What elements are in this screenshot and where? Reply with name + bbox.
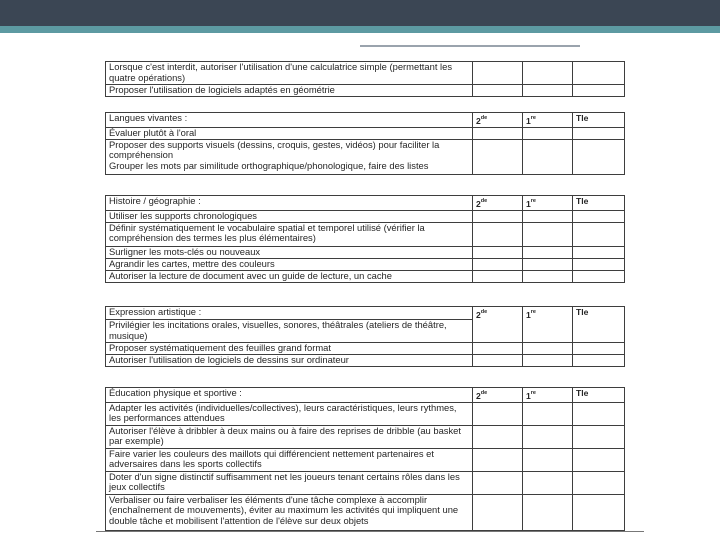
level-1re: 1re [523, 307, 573, 343]
section-title: Histoire / géographie : [106, 196, 473, 211]
section-title: Éducation physique et sportive : [106, 388, 473, 403]
slide-top-bar [0, 0, 720, 26]
table-row [106, 402, 625, 425]
table-header-row [106, 196, 625, 211]
table-expression-artistique [105, 306, 625, 367]
row-text: Autoriser l'élève à dribbler à deux mains ou à faire des reprises de dribble (au basket par exemple) [106, 425, 473, 448]
row-text: Lorsque c'est interdit, autoriser l'utilisation d'une calculatrice simple (permettant les quatre opérations) [106, 62, 473, 85]
row-text: Autoriser l'utilisation de logiciels de dessins sur ordinateur [106, 355, 473, 367]
table-row [106, 246, 625, 258]
level-2de: 2de [473, 388, 523, 403]
row-text: Proposer systématiquement des feuilles grand format [106, 343, 473, 355]
table-row [106, 448, 625, 471]
page-edge-line [96, 531, 644, 532]
row-text: Utiliser les supports chronologiques [106, 210, 473, 222]
table-row [106, 425, 625, 448]
section-title: Expression artistique : [106, 307, 473, 320]
table-header-row [106, 113, 625, 128]
table-row [106, 210, 625, 222]
row-text: Évaluer plutôt à l'oral [106, 127, 473, 139]
level-1re: 1re [523, 388, 573, 403]
row-text: Proposer l'utilisation de logiciels adaptés en géométrie [106, 85, 473, 97]
table-eps [105, 387, 625, 531]
row-text: Faire varier les couleurs des maillots qui différencient nettement partenaires et adversaires dans les sports collectifs [106, 448, 473, 471]
level-tle: Tle [573, 113, 625, 128]
section-title: Langues vivantes : [106, 113, 473, 128]
level-1re: 1re [523, 113, 573, 128]
level-1re: 1re [523, 196, 573, 211]
level-tle: Tle [573, 388, 625, 403]
table-row [106, 343, 625, 355]
table-header-row [106, 388, 625, 403]
level-tle: Tle [573, 196, 625, 211]
row-text: Adapter les activités (individuelles/collectives), leurs caractéristiques, leurs rythmes, les performances attendues [106, 402, 473, 425]
level-2de: 2de [473, 113, 523, 128]
table-row [106, 258, 625, 270]
slide-accent-line [360, 45, 580, 47]
slide-accent-bar [0, 26, 720, 33]
row-text: Verbaliser ou faire verbaliser les éléments d'une tâche complexe à accomplir (enchaînement de mouvements), éviter au maximum les activités qui impliquent une double tâche et mobilisent l'attention de l'élève sur deux objets [106, 494, 473, 530]
table-row [106, 471, 625, 494]
row-text: Agrandir les cartes, mettre des couleurs [106, 258, 473, 270]
table-row [106, 222, 625, 246]
table-row [106, 139, 625, 174]
level-2de: 2de [473, 307, 523, 343]
table-mathematiques [105, 61, 625, 97]
table-row [106, 270, 625, 282]
table-header-row [106, 307, 625, 320]
table-row [106, 494, 625, 530]
row-text: Surligner les mots-clés ou nouveaux [106, 246, 473, 258]
row-text: Doter d'un signe distinctif suffisamment net les joueurs tenant certains rôles dans les jeux collectifs [106, 471, 473, 494]
row-text: Autoriser la lecture de document avec un guide de lecture, un cache [106, 270, 473, 282]
row-text: Privilégier les incitations orales, visuelles, sonores, théâtrales (ateliers de théâtre, musique) [106, 320, 473, 343]
row-text: Définir systématiquement le vocabulaire spatial et temporel utilisé (vérifier la compréhension des termes les plus élémentaires) [106, 222, 473, 246]
table-histoire-geographie [105, 195, 625, 283]
table-langues-vivantes [105, 112, 625, 175]
table-row [106, 62, 625, 85]
table-row [106, 127, 625, 139]
row-text: Proposer des supports visuels (dessins, croquis, gestes, vidéos) pour faciliter la compréhension Grouper les mots par similitude orthographique/phonologique, faire des listes [106, 139, 473, 174]
table-row [106, 355, 625, 367]
table-row [106, 85, 625, 97]
level-2de: 2de [473, 196, 523, 211]
level-tle: Tle [573, 307, 625, 343]
